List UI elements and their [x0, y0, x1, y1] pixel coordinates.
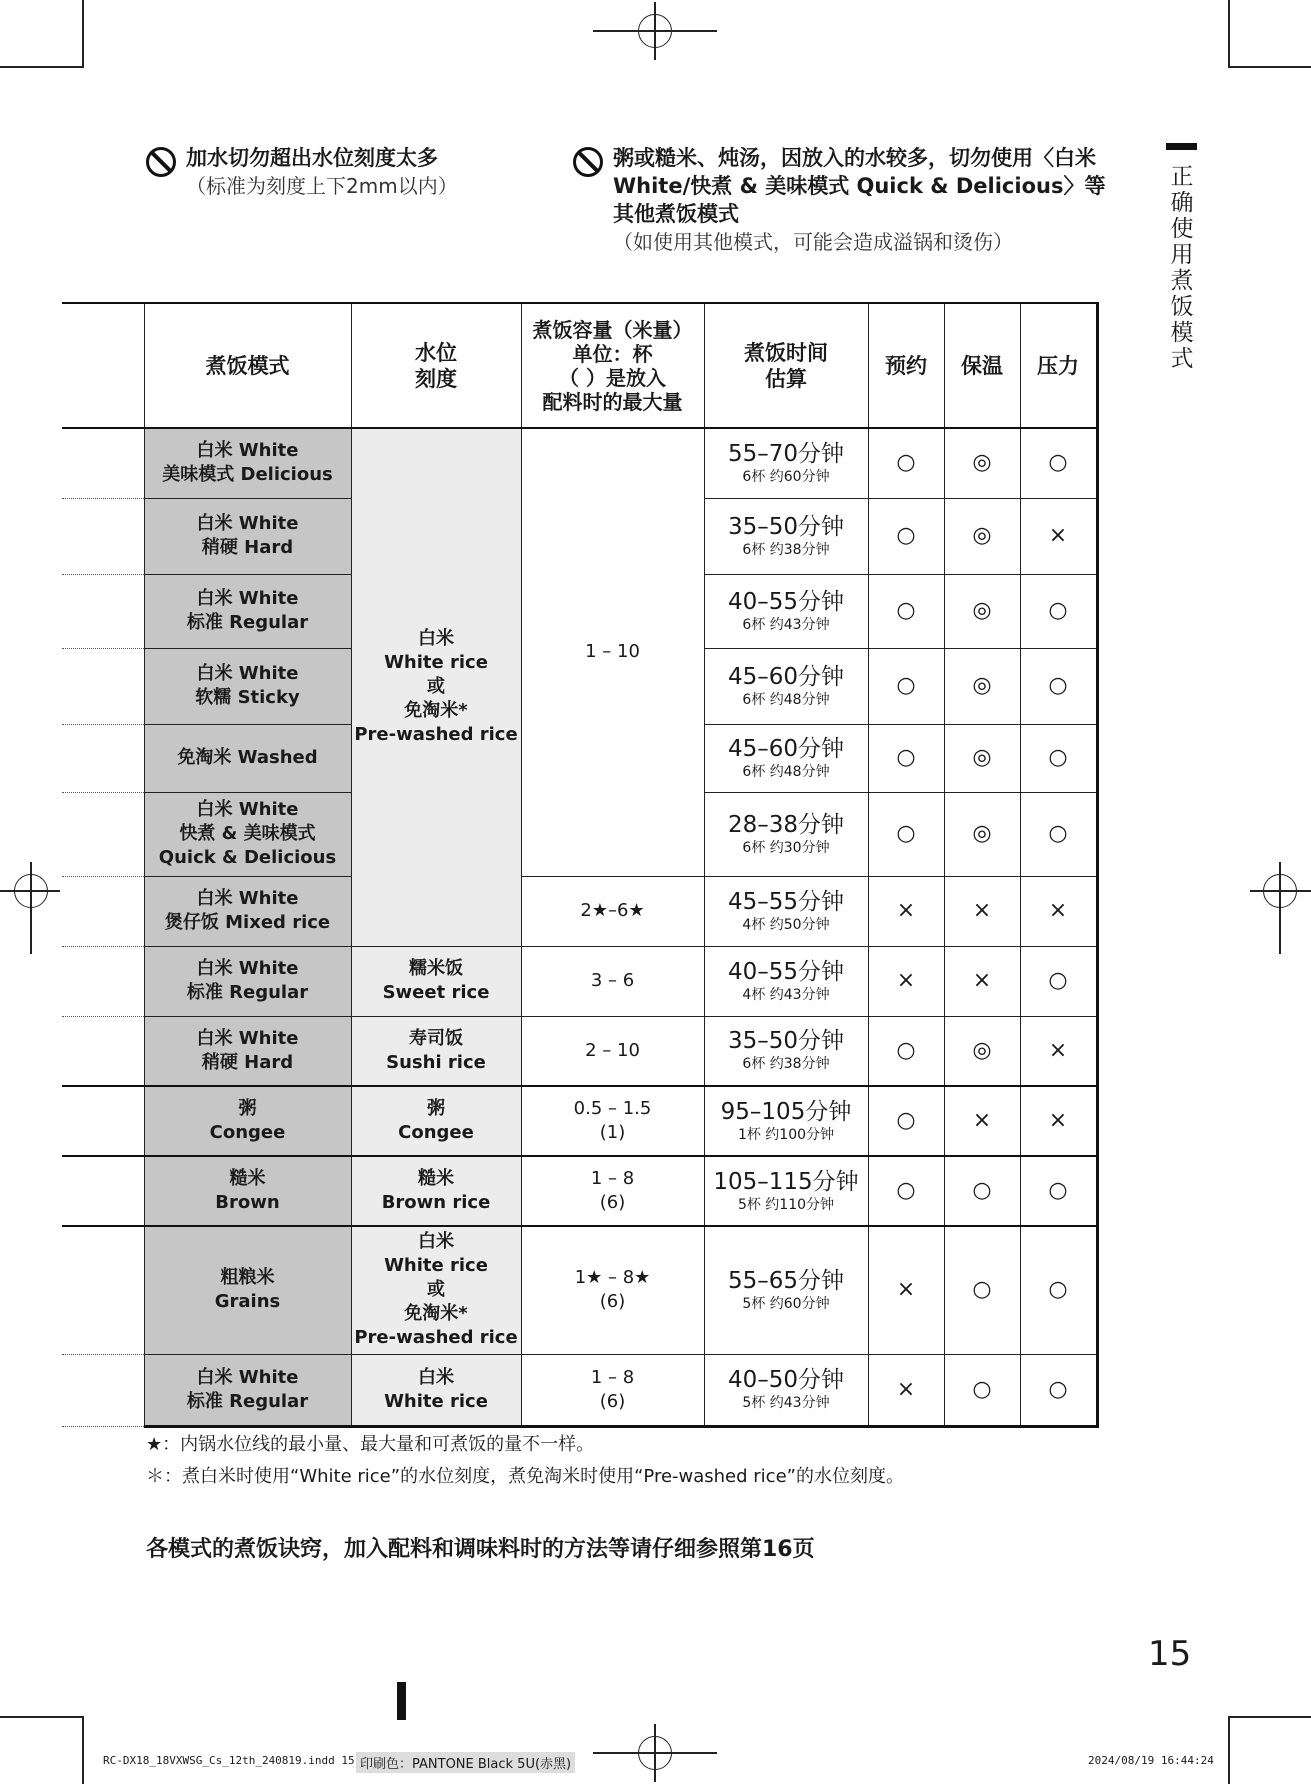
time-cell	[704, 574, 868, 648]
pressure-symbol: ×	[1020, 1016, 1097, 1086]
table-margin-cell	[62, 724, 144, 792]
timer-symbol: ×	[868, 946, 944, 1016]
time-estimate: 45–60分钟	[727, 663, 845, 690]
water-level-cell: 糙米 Brown rice	[351, 1156, 521, 1226]
timer-symbol: ○	[868, 792, 944, 876]
side-label: 正确使用煮饭模式	[1170, 164, 1194, 372]
mode-cell: 白米 White 软糯 Sticky	[144, 648, 351, 724]
time-example: 6杯 约38分钟	[742, 1056, 830, 1073]
header-water	[351, 303, 521, 428]
time-estimate: 45–55分钟	[727, 888, 845, 915]
time-estimate: 45–60分钟	[727, 735, 845, 762]
time-estimate: 28–38分钟	[727, 811, 845, 838]
time-estimate: 105–115分钟	[713, 1168, 859, 1195]
header-timer	[868, 303, 944, 428]
page-reference: 各模式的煮饭诀窍，加入配料和调味料时的方法等请仔细参照第16页	[146, 1537, 815, 1562]
table-row	[62, 1016, 1097, 1086]
keepwarm-symbol: ○	[944, 1226, 1020, 1354]
time-example: 6杯 约30分钟	[742, 839, 830, 856]
mode-cell: 白米 White 标准 Regular	[144, 1354, 351, 1426]
time-cell	[704, 876, 868, 946]
mode-cell: 白米 White 美味模式 Delicious	[144, 428, 351, 498]
capacity-cell: 1★ – 8★ (6)	[521, 1226, 704, 1354]
footer-print-color: 印刷色：PANTONE Black 5U(赤黑)	[356, 1752, 575, 1773]
pressure-symbol: ○	[1020, 946, 1097, 1016]
header-label: 预约	[885, 353, 927, 378]
table-margin-cell	[62, 1226, 144, 1354]
time-cell	[704, 724, 868, 792]
page-number: 15	[1148, 1634, 1192, 1674]
header-label: 保温	[961, 353, 1003, 378]
pressure-symbol: ○	[1020, 648, 1097, 724]
pressure-symbol: ×	[1020, 1086, 1097, 1156]
header-time	[704, 303, 868, 428]
warning-subtext: （标准为刻度上下2mm以内）	[186, 174, 458, 198]
time-example: 5杯 约43分钟	[742, 1395, 830, 1411]
pressure-symbol: ○	[1020, 428, 1097, 498]
warning-water-level	[146, 144, 546, 200]
time-estimate: 55–65分钟	[727, 1267, 845, 1294]
keepwarm-symbol: ○	[944, 1354, 1020, 1426]
warning-title: 粥或糙米、炖汤，因放入的水较多，切勿使用〈白米 White/快煮 & 美味模式 Quick & Delicious〉等其他煮饭模式	[613, 146, 1106, 226]
time-estimate: 40–55分钟	[727, 588, 845, 615]
mode-cell: 白米 White 稍硬 Hard	[144, 498, 351, 574]
pressure-symbol: ○	[1020, 792, 1097, 876]
timer-symbol: ○	[868, 648, 944, 724]
header-label: 煮饭模式	[205, 353, 290, 378]
timer-symbol: ○	[868, 724, 944, 792]
crop-mark	[82, 1716, 84, 1784]
time-cell	[704, 1354, 868, 1426]
mode-cell: 白米 White 快煮 & 美味模式 Quick & Delicious	[144, 792, 351, 876]
keepwarm-symbol: ×	[944, 946, 1020, 1016]
capacity-cell: 1 – 8 (6)	[521, 1156, 704, 1226]
time-estimate: 40–55分钟	[727, 958, 845, 985]
time-example: 6杯 约48分钟	[742, 763, 830, 780]
registration-mark	[638, 1736, 672, 1770]
crop-mark	[1228, 66, 1311, 68]
pressure-symbol: ○	[1020, 574, 1097, 648]
note-asterisk: ＊：煮白米时使用“White rice”的水位刻度，煮免淘米时使用“Pre-washed rice”的水位刻度。	[146, 1466, 904, 1487]
timer-symbol: ○	[868, 1156, 944, 1226]
time-example: 1杯 约100分钟	[737, 1126, 835, 1143]
mode-cell: 白米 White 标准 Regular	[144, 946, 351, 1016]
time-cell	[704, 1086, 868, 1156]
time-example: 6杯 约43分钟	[742, 616, 830, 633]
footer-date: 2024/08/19 16:44:24	[1088, 1754, 1214, 1767]
pressure-symbol: ×	[1020, 876, 1097, 946]
table-row	[62, 428, 1097, 498]
timer-symbol: ○	[868, 1086, 944, 1156]
pressure-symbol: ○	[1020, 1354, 1097, 1426]
time-cell	[704, 792, 868, 876]
time-example: 6杯 约48分钟	[742, 691, 830, 708]
time-cell	[704, 946, 868, 1016]
pressure-symbol: ×	[1020, 498, 1097, 574]
registration-mark	[1263, 874, 1297, 908]
capacity-cell: 1 – 8 (6)	[521, 1354, 704, 1426]
crop-mark	[1228, 1716, 1311, 1718]
header-mode	[144, 303, 351, 428]
mode-cell: 粗粮米 Grains	[144, 1226, 351, 1354]
registration-mark	[638, 14, 672, 48]
keepwarm-symbol: ◎	[944, 574, 1020, 648]
header-capacity	[521, 303, 704, 428]
time-cell	[704, 1156, 868, 1226]
table-margin-cell	[62, 1086, 144, 1156]
mode-cell: 粥 Congee	[144, 1086, 351, 1156]
side-label-bar	[1166, 143, 1197, 150]
table-row	[62, 946, 1097, 1016]
time-cell	[704, 1016, 868, 1086]
table-margin-cell	[62, 303, 144, 428]
table-margin-cell	[62, 792, 144, 876]
header-label: 水位 刻度	[415, 340, 457, 391]
table-row	[62, 1354, 1097, 1426]
table-margin-cell	[62, 946, 144, 1016]
capacity-cell: 1 – 10	[521, 428, 704, 876]
pressure-symbol: ○	[1020, 1156, 1097, 1226]
table-margin-cell	[62, 1156, 144, 1226]
table-margin-cell	[62, 876, 144, 946]
registration-mark	[14, 874, 48, 908]
keepwarm-symbol: ○	[944, 1156, 1020, 1226]
time-estimate: 35–50分钟	[727, 1028, 845, 1055]
timer-symbol: ○	[868, 574, 944, 648]
capacity-cell: 3 – 6	[521, 946, 704, 1016]
warning-congee-mode	[573, 144, 1118, 256]
header-label: 压力	[1037, 353, 1079, 378]
keepwarm-symbol: ◎	[944, 498, 1020, 574]
capacity-cell: 2★–6★	[521, 876, 704, 946]
time-example: 4杯 约43分钟	[742, 986, 830, 1003]
header-pressure	[1020, 303, 1097, 428]
timer-symbol: ×	[868, 1226, 944, 1354]
pressure-symbol: ○	[1020, 724, 1097, 792]
water-level-cell: 糯米饭 Sweet rice	[351, 946, 521, 1016]
table-row	[62, 1156, 1097, 1226]
table-margin-cell	[62, 498, 144, 574]
mode-cell: 白米 White 标准 Regular	[144, 574, 351, 648]
table-margin-cell	[62, 1354, 144, 1426]
keepwarm-symbol: ×	[944, 1086, 1020, 1156]
water-level-cell: 白米 White rice 或 免淘米* Pre-washed rice	[351, 428, 521, 946]
keepwarm-symbol: ◎	[944, 792, 1020, 876]
time-estimate: 35–50分钟	[727, 513, 845, 540]
water-level-cell: 白米 White rice	[351, 1354, 521, 1426]
crop-mark	[1228, 1716, 1230, 1784]
time-estimate: 40–50分钟	[727, 1367, 845, 1393]
water-level-cell: 寿司饭 Sushi rice	[351, 1016, 521, 1086]
crop-mark	[0, 66, 84, 68]
print-tick-mark	[397, 1682, 406, 1720]
header-keepwarm	[944, 303, 1020, 428]
crop-mark	[0, 1716, 84, 1718]
timer-symbol: ×	[868, 1354, 944, 1426]
pressure-symbol: ○	[1020, 1226, 1097, 1354]
table-margin-cell	[62, 574, 144, 648]
time-estimate: 55–70分钟	[727, 440, 845, 467]
time-example: 6杯 约38分钟	[742, 541, 830, 558]
time-example: 5杯 约60分钟	[742, 1295, 830, 1312]
time-cell	[704, 428, 868, 498]
keepwarm-symbol: ◎	[944, 428, 1020, 498]
timer-symbol: ×	[868, 876, 944, 946]
time-cell	[704, 1226, 868, 1354]
prohibited-icon	[573, 147, 603, 177]
keepwarm-symbol: ×	[944, 876, 1020, 946]
capacity-cell: 0.5 – 1.5 (1)	[521, 1086, 704, 1156]
mode-cell: 免淘米 Washed	[144, 724, 351, 792]
timer-symbol: ○	[868, 428, 944, 498]
mode-cell: 糙米 Brown	[144, 1156, 351, 1226]
table-margin-cell	[62, 1016, 144, 1086]
time-cell	[704, 648, 868, 724]
table-row	[62, 1226, 1097, 1354]
time-estimate: 95–105分钟	[720, 1098, 852, 1125]
timer-symbol: ○	[868, 498, 944, 574]
table-margin-cell	[62, 648, 144, 724]
time-example: 6杯 约60分钟	[742, 468, 830, 485]
table-row	[62, 1086, 1097, 1156]
timer-symbol: ○	[868, 1016, 944, 1086]
keepwarm-symbol: ◎	[944, 724, 1020, 792]
time-example: 4杯 约50分钟	[742, 916, 830, 933]
capacity-cell: 2 – 10	[521, 1016, 704, 1086]
header-label: 煮饭容量（米量） 单位：杯 （ ）是放入 配料时的最大量	[532, 317, 693, 414]
note-star: ★：内锅水位线的最小量、最大量和可煮饭的量不一样。	[146, 1434, 595, 1455]
header-label: 煮饭时间 估算	[744, 340, 828, 391]
time-cell	[704, 498, 868, 574]
table-row	[62, 876, 1097, 946]
mode-cell: 白米 White 稍硬 Hard	[144, 1016, 351, 1086]
footer-file: RC-DX18_18VXWSG_Cs_12th_240819.indd 15	[103, 1754, 355, 1767]
keepwarm-symbol: ◎	[944, 1016, 1020, 1086]
mode-cell: 白米 White 煲仔饭 Mixed rice	[144, 876, 351, 946]
crop-mark	[1228, 0, 1230, 68]
table-margin-cell	[62, 428, 144, 498]
prohibited-icon	[146, 147, 176, 177]
water-level-cell: 白米 White rice 或 免淘米* Pre-washed rice	[351, 1226, 521, 1354]
crop-mark	[82, 0, 84, 68]
water-level-cell: 粥 Congee	[351, 1086, 521, 1156]
time-example: 5杯 约110分钟	[737, 1196, 835, 1213]
warning-title: 加水切勿超出水位刻度太多	[186, 146, 438, 170]
keepwarm-symbol: ◎	[944, 648, 1020, 724]
cooking-mode-table	[62, 302, 1099, 1428]
warning-subtext: （如使用其他模式，可能会造成溢锅和烫伤）	[613, 230, 1013, 254]
